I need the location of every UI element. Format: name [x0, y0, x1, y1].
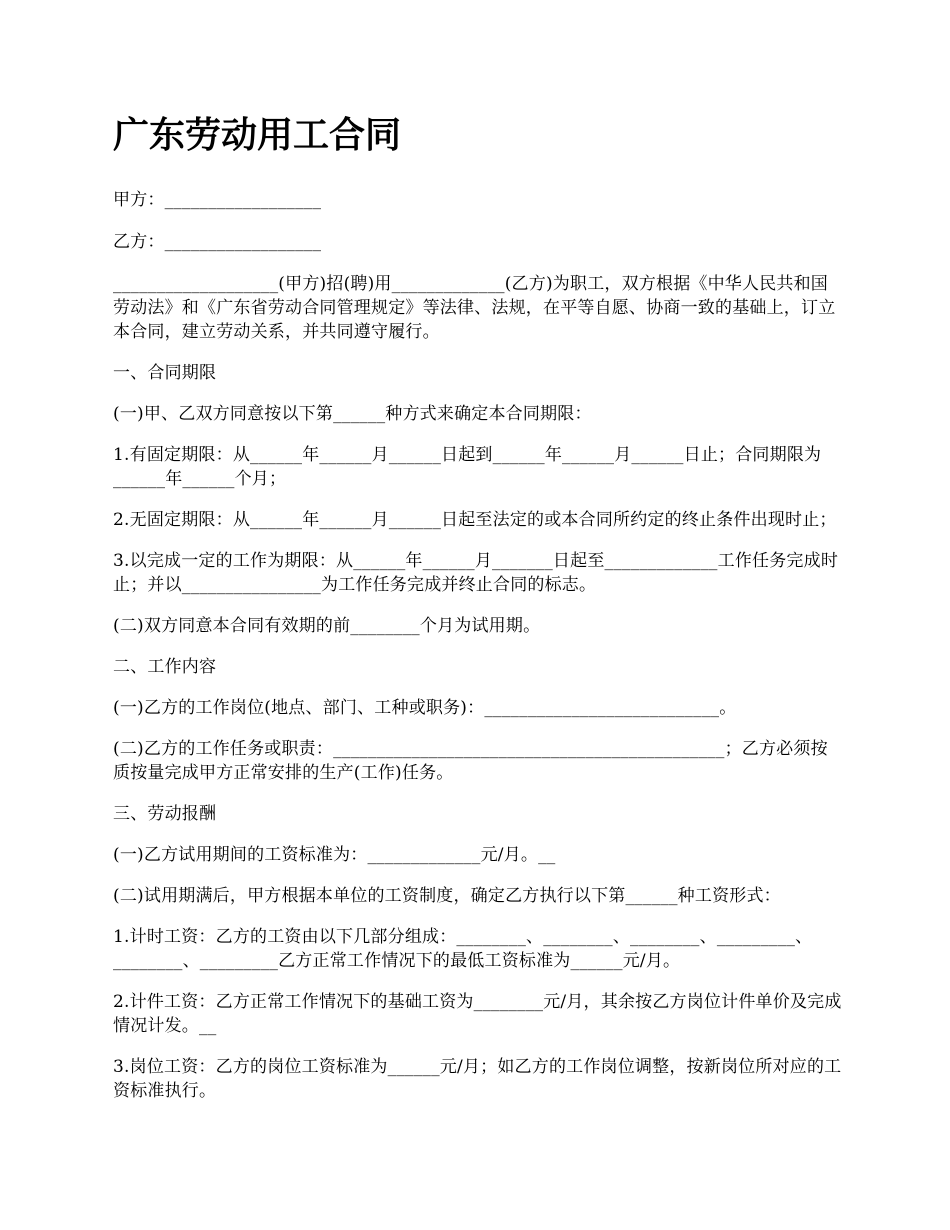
party-a-line: 甲方：__________________ [113, 190, 322, 210]
intro-paragraph: ___________________(甲方)招(聘)用_____________(乙方)为职工，双方根据《中华人民共和国劳动法》和《广东省劳动合同管理规定》等法律、法规，在平等自愿、协商一致的基础上，订立本合同，建立劳动关系，并共同遵守履行。 [113, 274, 836, 342]
party-b-line: 乙方：__________________ [113, 232, 322, 252]
paragraph: 1.有固定期限：从______年______月______日起到______年______月______日止；合同期限为______年______个月； [113, 445, 822, 489]
paragraph: (二)试用期满后，甲方根据本单位的工资制度，确定乙方执行以下第______种工资形式： [113, 886, 781, 906]
document-page [113, 112, 843, 1120]
paragraph: (二)双方同意本合同有效期的前________个月为试用期。 [113, 616, 541, 636]
paragraph: 2.计件工资：乙方正常工作情况下的基础工资为________元/月，其余按乙方岗位计件单价及完成情况计发。__ [113, 992, 842, 1036]
section-heading-pay: 三、劳动报酬 [113, 804, 217, 824]
paragraph: (一)甲、乙双方同意按以下第______种方式来确定本合同期限： [113, 404, 592, 424]
section-heading-term: 一、合同期限 [113, 363, 217, 383]
section-heading-work: 二、工作内容 [113, 657, 217, 677]
paragraph: 1.计时工资：乙方的工资由以下几部分组成：________、________、________、_________、________、_________乙方正常工作情况下的最低工资标准为______元/月。 [113, 927, 813, 971]
paragraph: (二)乙方的工作任务或职责：_____________________________________________；乙方必须按质按量完成甲方正常安排的生产(工作)任务。 [113, 739, 828, 783]
paragraph: (一)乙方的工作岗位(地点、部门、工种或职务)：___________________________。 [113, 698, 737, 718]
paragraph: 3.以完成一定的工作为期限：从______年______月_______日起至_____________工作任务完成时止；并以________________为工作任务完成并终止合同的标志。 [113, 551, 839, 595]
paragraph: 3.岗位工资：乙方的岗位工资标准为______元/月；如乙方的工作岗位调整，按新岗位所对应的工资标准执行。 [113, 1057, 842, 1101]
paragraph: 2.无固定期限：从______年______月______日起至法定的或本合同所约定的终止条件出现时止； [113, 510, 837, 530]
paragraph: (一)乙方试用期间的工资标准为：_____________元/月。__ [113, 845, 556, 865]
document-title: 广东劳动用工合同 [113, 115, 402, 156]
